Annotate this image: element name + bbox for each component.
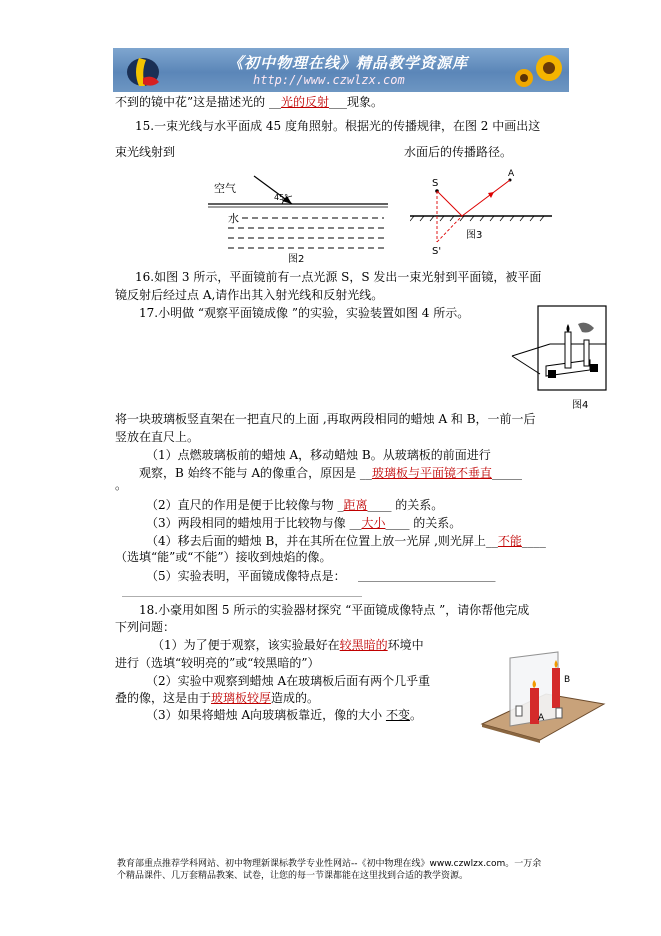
question-17-line2: 将一块玻璃板竖直架在一把直尺的上面 ,再取两段相同的蜡烛 A 和 B，一前一后 bbox=[115, 412, 536, 426]
banner-title: 《初中物理在线》精品教学资源库 bbox=[228, 54, 469, 72]
text-segment: 造成的。 bbox=[271, 691, 320, 705]
water-label: 水 bbox=[228, 212, 239, 225]
text-segment: ____ 的关系。 bbox=[367, 498, 444, 512]
question-17-2 bbox=[146, 497, 443, 513]
answer-text: 大小 bbox=[361, 516, 386, 530]
point-a-label: A bbox=[508, 169, 515, 179]
answer-text: 距离 bbox=[343, 498, 368, 512]
text-segment: 叠的像，这是由于 bbox=[115, 691, 212, 705]
text-segment: _____ bbox=[491, 466, 522, 480]
text-segment: 环境中 bbox=[387, 638, 424, 652]
answer-text: 光的反射 bbox=[280, 95, 329, 109]
air-label: 空气 bbox=[214, 182, 236, 195]
question-18-1-line2: 进行（选填“较明亮的”或“较黑暗的”） bbox=[115, 656, 320, 670]
question-18-2-line1: （2）实验中观察到蜡烛 A在玻璃板后面有两个几乎重 bbox=[146, 674, 431, 688]
question-17-line3: 竖放在直尺上。 bbox=[115, 430, 200, 444]
question-16-line2: 镜反射后经过点 A,请作出其入射光线和反射光线。 bbox=[115, 288, 384, 302]
question-17-1-line2 bbox=[139, 465, 522, 481]
question-17-line1: 17.小明做 “观察平面镜成像 ”的实验，实验装置如图 4 所示。 bbox=[139, 306, 470, 320]
text-segment: ____ bbox=[521, 534, 546, 548]
figure-2 bbox=[208, 166, 388, 264]
question-18-3 bbox=[146, 707, 422, 723]
answer-text: 玻璃板与平面镜不垂直 bbox=[371, 466, 492, 480]
question-17-5-line1: （5）实验表明，平面镜成像特点是： bbox=[146, 569, 346, 583]
answer-blank: _________________________ bbox=[358, 569, 496, 582]
text-segment: 。 bbox=[409, 708, 422, 722]
question-17-4-line1 bbox=[146, 533, 546, 549]
source-label: S bbox=[432, 178, 439, 189]
question-17-1-end: 。 bbox=[115, 478, 128, 492]
answer-text: 玻璃板较厚 bbox=[211, 691, 272, 705]
text-segment: ___现象。 bbox=[328, 95, 383, 109]
banner-url: http://www.czwlzx.com bbox=[253, 73, 405, 87]
answer-text: 较黑暗的 bbox=[339, 638, 388, 652]
image-source-label: S' bbox=[432, 246, 442, 257]
question-18-line2: 下列问题： bbox=[115, 620, 176, 634]
figure-5 bbox=[476, 648, 608, 744]
candle-a-label: A bbox=[538, 713, 545, 723]
question-18-1-line1 bbox=[152, 637, 424, 653]
question-15-line2b: 水面后的传播路径。 bbox=[404, 145, 513, 159]
figure-3 bbox=[410, 166, 552, 258]
candle-b-label: B bbox=[564, 675, 571, 685]
figure-4-caption: 图4 bbox=[572, 400, 589, 411]
header-banner bbox=[113, 48, 569, 92]
question-17-3 bbox=[146, 515, 461, 531]
text-segment: （1）为了便于观察，该实验最好在 bbox=[152, 638, 340, 652]
question-16-line1: 16.如图 3 所示，平面镜前有一点光源 S，S 发出一束光射到平面镜，被平面 bbox=[135, 270, 542, 284]
answer-text: 不能 bbox=[497, 534, 522, 548]
text-segment: 观察，B 始终不能与 A的像重合，原因是 __ bbox=[139, 466, 372, 480]
text-segment: （2）直尺的作用是便于比较像与物 _ bbox=[146, 498, 344, 512]
question-18-2-line2 bbox=[115, 690, 319, 706]
question-15-line1: 15.一束光线与水平面成 45 度角照射。根据光的传播规律，在图 2 中画出这 bbox=[135, 119, 541, 133]
figure-2-caption: 图2 bbox=[288, 254, 305, 264]
question-17-4-line2: （选填“能”或“不能”）接收到烛焰的像。 bbox=[115, 550, 332, 564]
question-18-line1: 18.小豪用如图 5 所示的实验器材探究 “平面镜成像特点 ”，请你帮他完成 bbox=[139, 603, 530, 617]
text-line bbox=[115, 94, 383, 110]
angle-label: 45° bbox=[274, 193, 289, 202]
question-17-1-line1: （1）点燃玻璃板前的蜡烛 A，移动蜡烛 B。从玻璃板的前面进行 bbox=[146, 448, 491, 462]
text-segment: ____ 的关系。 bbox=[385, 516, 462, 530]
answer-text: 不变 bbox=[385, 708, 410, 722]
figure-3-caption: 图3 bbox=[466, 230, 483, 241]
figure-4 bbox=[510, 304, 610, 414]
question-15-line2a: 束光线射到 bbox=[115, 145, 176, 159]
text-segment: （3）两段相同的蜡烛用于比较物与像 __ bbox=[146, 516, 362, 530]
footer-line1: 教育部重点推荐学科网站、初中物理新课标教学专业性网站--《初中物理在线》www.czwlzx.com。一万余 bbox=[117, 859, 542, 869]
text-segment: （4）移去后面的蜡烛 B，并在其所在位置上放一光屏 ,则光屏上__ bbox=[146, 534, 498, 548]
text-segment: 不到的镜中花”这是描述光的 __ bbox=[115, 95, 281, 109]
footer-line2: 个精品课件、几万套精品教案、试卷，让您的每一节课都能在这里找到合适的教学资源。 bbox=[117, 871, 469, 881]
text-segment: （3）如果将蜡烛 A向玻璃板靠近，像的大小 bbox=[146, 708, 386, 722]
answer-blank: ____________________________________________________________ bbox=[122, 588, 362, 597]
